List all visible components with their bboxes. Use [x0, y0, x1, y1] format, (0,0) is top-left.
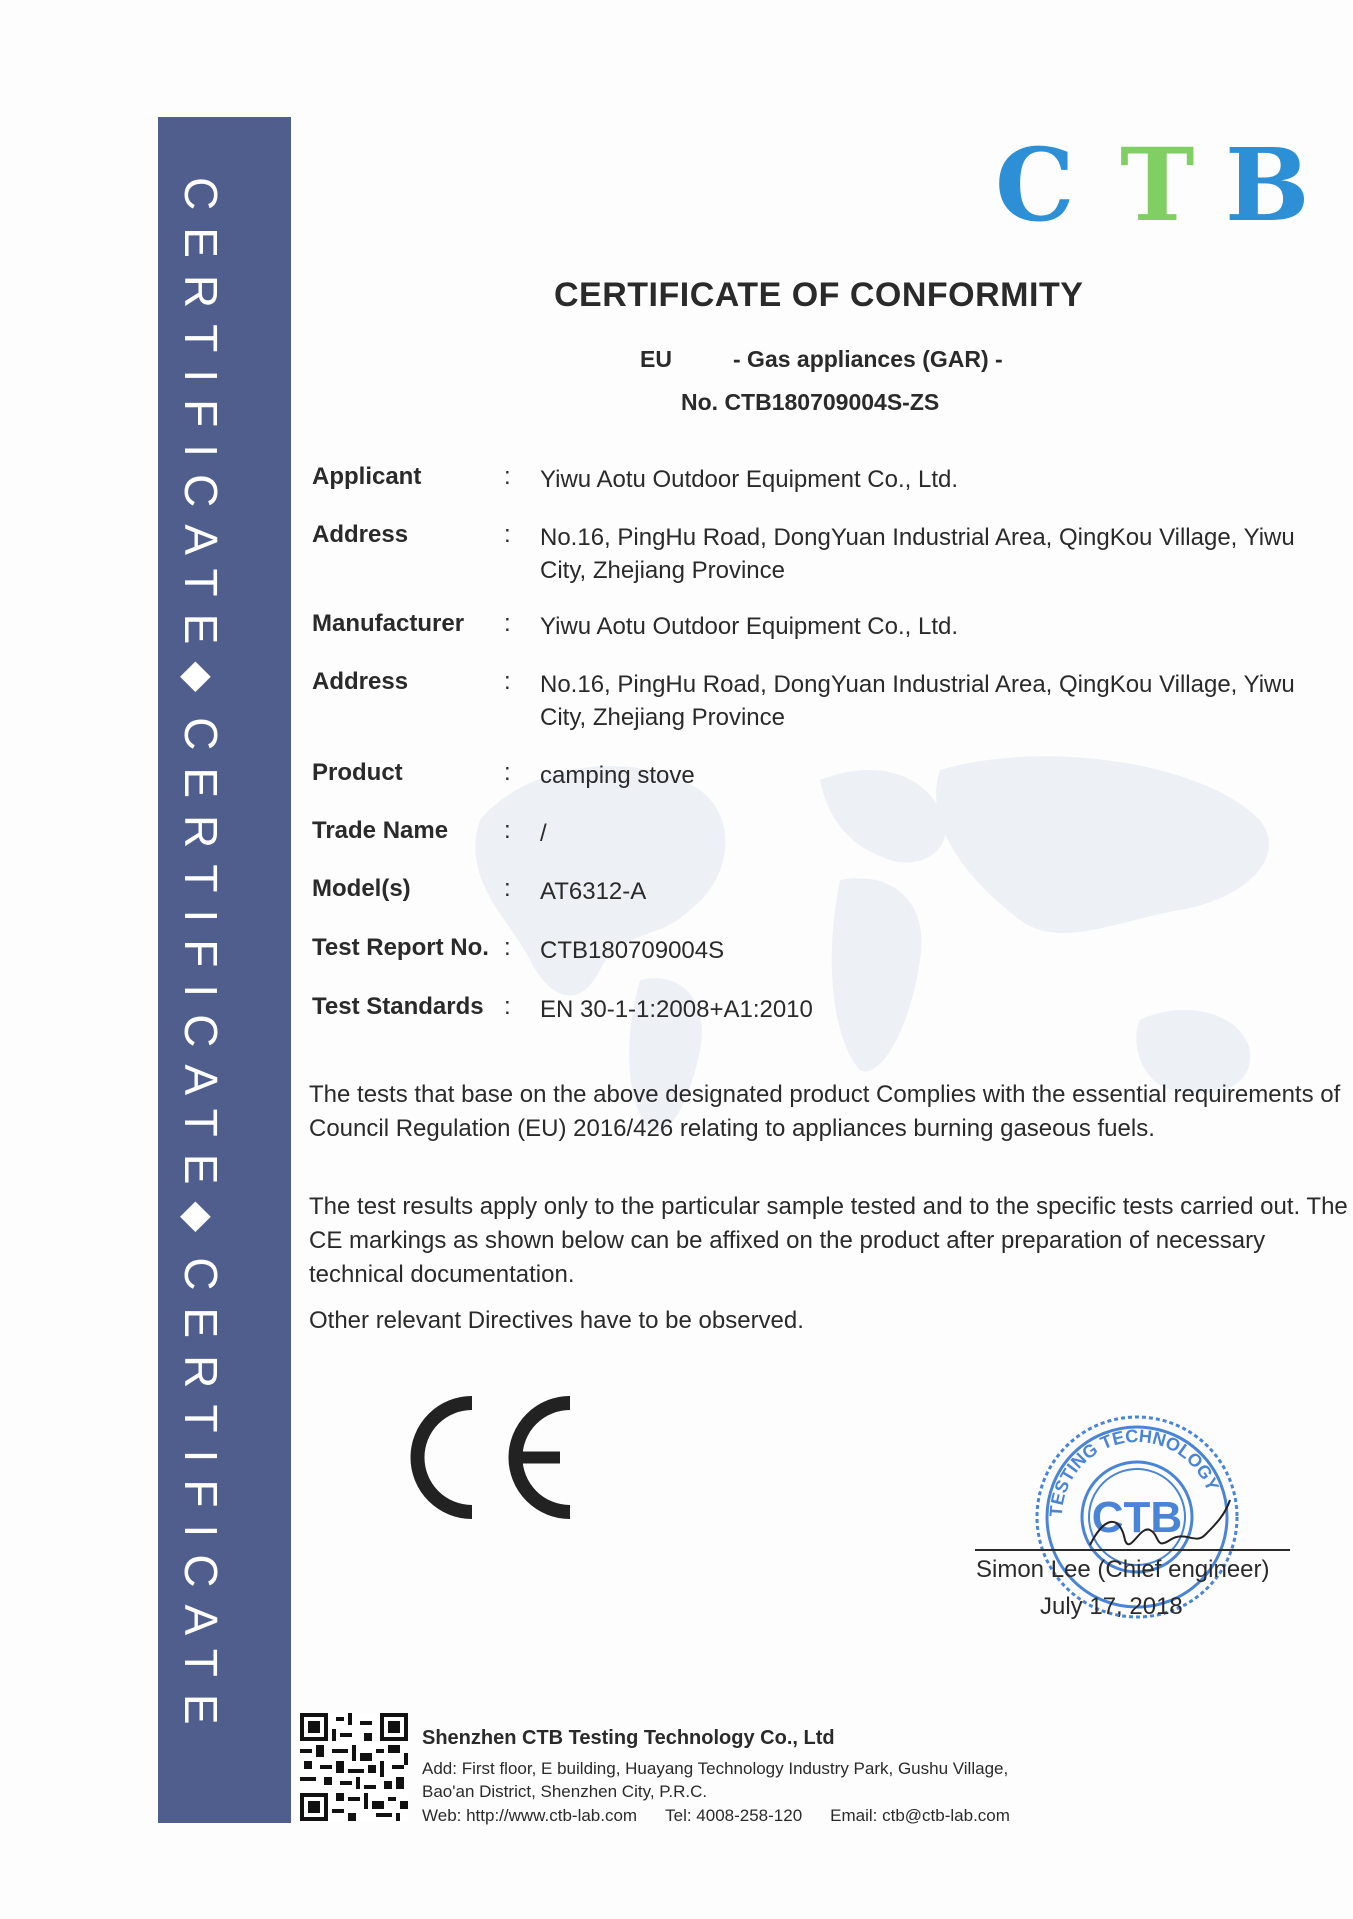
field-colon: : — [504, 463, 511, 490]
issuer-address-line2: Bao'an District, Shenzhen City, P.R.C. — [422, 1782, 708, 1801]
field-value: EN 30-1-1:2008+A1:2010 — [540, 996, 813, 1023]
svg-text:CTB: CTB — [1091, 1493, 1183, 1542]
signer-name: Simon Lee (Chief engineer) — [976, 1556, 1270, 1583]
compliance-statement: The tests that base on the above designated product Complies with the essential requirements of Council Regulation (EU) 2016/426 relating to appliances burning gaseous fuels. — [309, 1081, 1341, 1142]
field-colon: : — [504, 875, 511, 902]
field-value: Yiwu Aotu Outdoor Equipment Co., Ltd. — [540, 613, 959, 640]
issuer-contacts — [422, 1806, 1038, 1826]
other-directives-statement: Other relevant Directives have to be observed. — [309, 1307, 804, 1334]
field-colon: : — [504, 521, 511, 548]
issuer-email: Email: ctb@ctb-lab.com — [830, 1806, 1010, 1825]
field-colon: : — [504, 993, 511, 1020]
region-label: EU — [640, 346, 672, 372]
side-band-word: CERTIFICATE — [175, 177, 227, 662]
field-value: / — [540, 820, 547, 847]
directive-label: - Gas appliances (GAR) - — [733, 346, 1003, 372]
field-label: Test Standards — [312, 993, 484, 1020]
signature-date: July 17, 2018 — [1040, 1593, 1183, 1620]
issuer-phone: Tel: 4008-258-120 — [665, 1806, 803, 1825]
certificate-number: No. CTB180709004S-ZS — [681, 389, 940, 415]
logo-letter-b: B — [1225, 126, 1310, 244]
field-value: Yiwu Aotu Outdoor Equipment Co., Ltd. — [540, 466, 959, 493]
logo-letter-t: T — [1120, 126, 1195, 244]
field-colon: : — [504, 759, 511, 786]
field-colon: : — [504, 817, 511, 844]
field-label: Applicant — [312, 463, 422, 490]
field-value: camping stove — [540, 762, 695, 789]
field-value: CTB180709004S — [540, 937, 725, 964]
side-band-text — [175, 177, 227, 1742]
side-band-word: CERTIFICATE — [175, 1257, 227, 1742]
ctb-logo — [995, 126, 1325, 244]
field-label: Address — [312, 521, 409, 548]
logo-letter-c: C — [995, 126, 1075, 244]
field-label: Address — [312, 668, 409, 695]
field-label: Model(s) — [312, 875, 411, 902]
field-label: Manufacturer — [312, 610, 465, 637]
field-value: AT6312-A — [540, 878, 647, 905]
field-colon: : — [504, 668, 511, 695]
side-band-word: CERTIFICATE — [175, 717, 227, 1202]
field-value: No.16, PingHu Road, DongYuan Industrial Area, QingKou Village, Yiwu City, Zhejiang Province — [540, 524, 1295, 584]
page-title: CERTIFICATE OF CONFORMITY — [554, 276, 1084, 314]
diamond-icon: ◆ — [176, 661, 220, 710]
svg-text:TESTING TECHNOLOGY: TESTING TECHNOLOGY — [1045, 1425, 1223, 1518]
field-label: Trade Name — [312, 817, 449, 844]
field-value: No.16, PingHu Road, DongYuan Industrial Area, QingKou Village, Yiwu City, Zhejiang Province — [540, 671, 1295, 731]
qr-code — [300, 1713, 408, 1821]
field-label: Product — [312, 759, 403, 786]
handwritten-signature — [1085, 1495, 1235, 1565]
field-colon: : — [504, 610, 511, 637]
issuer-company-name: Shenzhen CTB Testing Technology Co., Ltd — [422, 1727, 835, 1749]
diamond-icon: ◆ — [176, 1201, 220, 1250]
field-label: Test Report No. — [312, 934, 489, 961]
ce-mark-logo — [410, 1395, 580, 1520]
field-colon: : — [504, 934, 511, 961]
issuer-website: Web: http://www.ctb-lab.com — [422, 1806, 638, 1825]
issuer-address-line1: Add: First floor, E building, Huayang Technology Industry Park, Gushu Village, — [422, 1759, 1009, 1778]
scope-statement: The test results apply only to the particular sample tested and to the specific tests carried out. The CE markings as shown below can be affixed on the product after preparation of necessary technical documentation. — [309, 1193, 1348, 1288]
